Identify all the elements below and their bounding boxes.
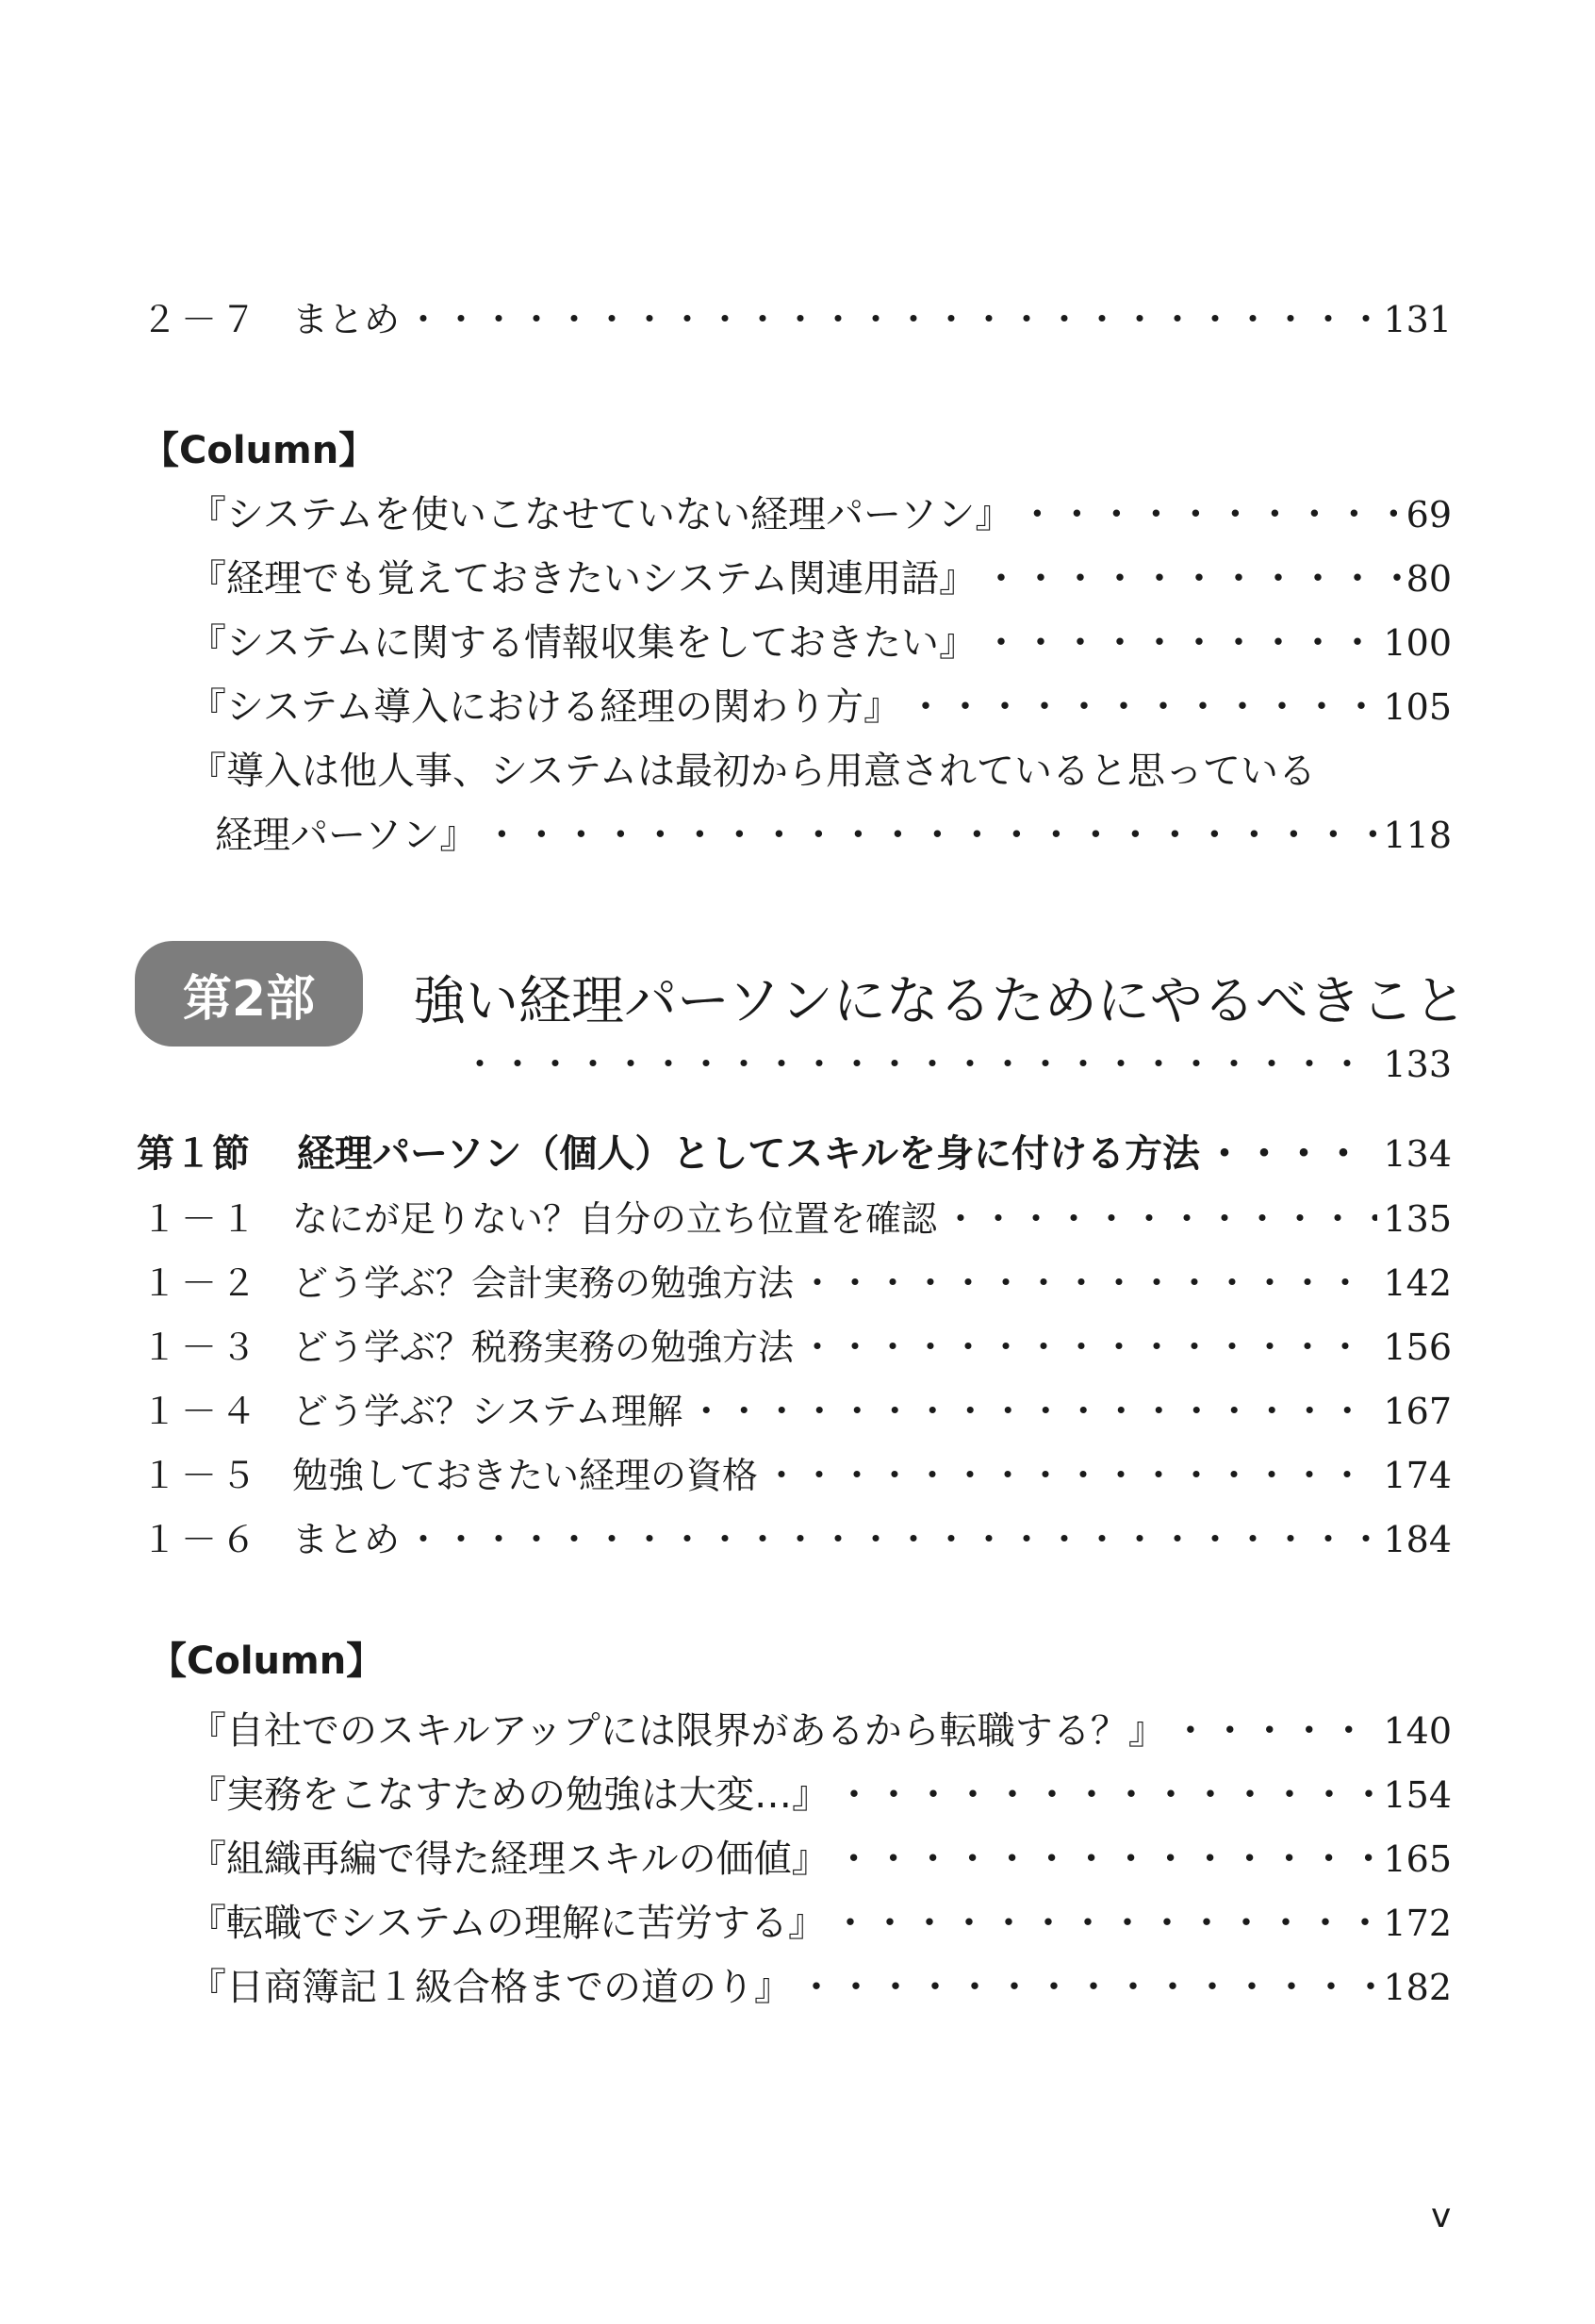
entry-title: まとめ [292,299,401,340]
column-header: 【Column】 [149,1640,385,1683]
entry-page: 182 [1383,1967,1452,2008]
column-entry[interactable] [189,485,1452,538]
entry-title: どう学ぶ？会計実務の勉強方法 [292,1262,795,1304]
column-entry[interactable] [189,1701,1452,1755]
column-entry[interactable] [189,1829,1452,1883]
entry-title: 『経理でも覚えておきたいシステム関連用語』 [189,557,977,601]
column-entry[interactable] [189,1893,1452,1947]
part-page: 133 [1383,1044,1452,1085]
leader-dots [1206,1124,1377,1178]
leader-dots [405,290,1377,342]
column-entry[interactable] [189,1765,1452,1819]
entry-title: 勉強しておきたい経理の資格 [292,1455,759,1496]
column-entry[interactable] [189,677,1452,731]
toc-entry[interactable] [141,1254,1452,1306]
entry-number: １－５ [141,1455,261,1496]
entry-number: １－１ [141,1198,261,1240]
toc-entry[interactable] [141,1382,1452,1434]
entry-page: 184 [1383,1519,1452,1560]
leader-dots [799,1318,1377,1370]
entry-number: １－６ [141,1519,261,1560]
entry-page: 105 [1383,686,1452,728]
leader-dots [1018,485,1400,538]
leader-dots [835,1765,1377,1819]
section-title: 経理パーソン（個人）としてスキルを身に付ける方法 [297,1132,1200,1176]
entry-title-line2: 経理パーソン』 [215,814,478,857]
entry-title-line1: 『導入は他人事、システムは最初から用意されていると思っている [189,750,1316,793]
leader-dots [688,1382,1377,1434]
entry-page: 156 [1383,1327,1452,1368]
entry-title: なにが足りない？自分の立ち位置を確認 [292,1198,938,1240]
leader-dots [1172,1701,1378,1755]
column-entry[interactable] [189,549,1452,602]
section-page: 134 [1383,1133,1452,1175]
entry-title: どう学ぶ？システム理解 [292,1391,683,1432]
leader-dots [483,805,1377,859]
entry-number: １－２ [141,1262,261,1304]
leader-dots [982,549,1401,602]
entry-title: 『日商簿記１級合格までの道のり』 [189,1966,792,2009]
entry-number: １－３ [141,1327,261,1368]
entry-page: 165 [1383,1838,1452,1880]
entry-page: 69 [1406,494,1452,536]
entry-page: 80 [1406,558,1452,600]
leader-dots [835,1829,1378,1883]
entry-title: 『システム導入における経理の関わり方』 [189,685,901,729]
entry-page: 135 [1383,1198,1452,1240]
toc-entry-2-7[interactable] [141,290,1452,342]
part-badge: 第2部 [135,941,363,1047]
entry-page: 131 [1383,299,1452,340]
leader-dots [764,1446,1377,1498]
entry-title: 『実務をこなすための勉強は大変…』 [189,1773,830,1817]
column-entry-multiline-second[interactable] [215,805,1452,859]
entry-page: 140 [1383,1710,1452,1752]
leader-dots [943,1190,1377,1242]
entry-page: 167 [1383,1391,1452,1432]
entry-title: 『組織再編で得た経理スキルの価値』 [189,1838,830,1881]
toc-entry[interactable] [141,1318,1452,1370]
leader-dots [799,1254,1377,1306]
entry-title: 『自社でのスキルアップには限界があるから転職する？』 [189,1709,1166,1753]
entry-page: 172 [1383,1903,1452,1944]
toc-entry[interactable] [141,1446,1452,1498]
entry-title: まとめ [292,1519,401,1560]
leader-dots [831,1893,1377,1947]
toc-entry[interactable] [141,1510,1452,1562]
entry-title: 『転職でシステムの理解に苦労する』 [189,1902,826,1945]
leader-dots [907,677,1377,731]
leader-dots [405,1510,1377,1562]
leader-dots [462,1035,1377,1087]
column-entry[interactable] [189,613,1452,667]
part-page-row[interactable] [462,1035,1452,1087]
entry-page: 174 [1383,1455,1452,1496]
leader-dots [798,1957,1377,2011]
section-label: 第１節 [137,1132,250,1176]
entry-number: １－４ [141,1391,261,1432]
column-entry-multiline-first[interactable] [189,741,1452,795]
entry-page: 100 [1383,622,1452,664]
part-title[interactable]: 強い経理パーソンになるためにやるべきこと [413,971,1467,1032]
leader-dots [982,613,1377,667]
entry-page: 154 [1383,1774,1452,1816]
section-heading[interactable] [137,1124,1452,1178]
entry-number: ２－７ [141,299,261,340]
entry-title: どう学ぶ？税務実務の勉強方法 [292,1327,795,1368]
entry-page: 118 [1383,815,1452,856]
column-entry[interactable] [189,1957,1452,2011]
column-header: 【Column】 [141,429,377,472]
entry-title: 『システムを使いこなせていない経理パーソン』 [189,493,1013,536]
entry-title: 『システムに関する情報収集をしておきたい』 [189,621,977,665]
entry-page: 142 [1383,1262,1452,1304]
page-folio: v [1431,2197,1452,2235]
toc-entry[interactable] [141,1190,1452,1242]
